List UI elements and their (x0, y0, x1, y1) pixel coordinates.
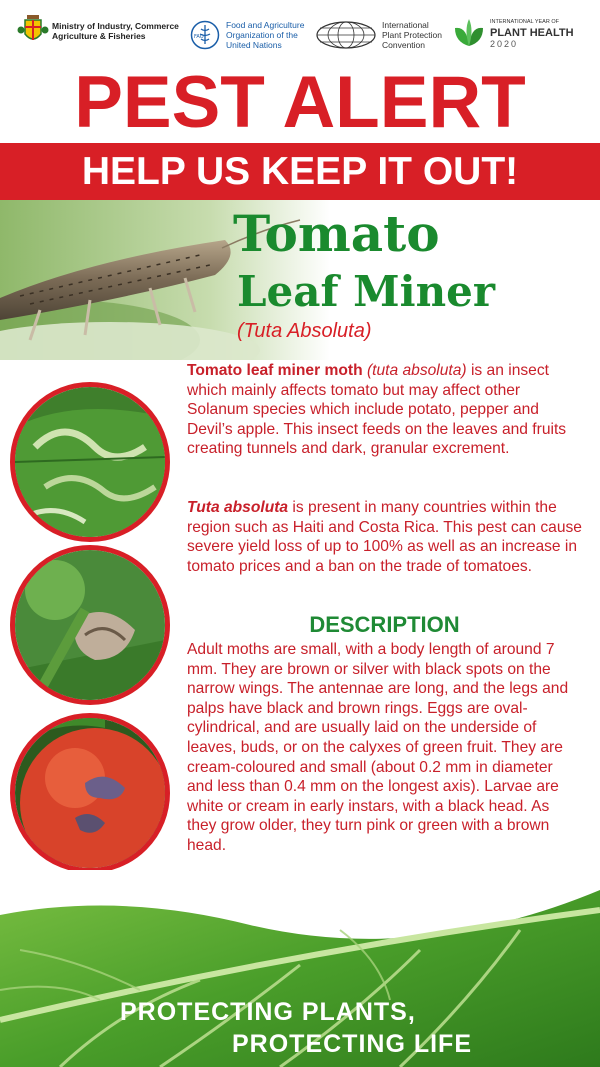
pest-scientific-name: (Tuta Absoluta) (237, 320, 372, 342)
iyph-logo (452, 16, 574, 50)
fao-emblem-icon (190, 20, 220, 50)
iyph-line-2: PLANT HEALTH (490, 26, 574, 39)
description-text: Adult moths are small, with a body length of around 7 mm. They are brown or silver with black spots on the narrow wings. The antennae are long, and the legs and palps have black and brown rings. Eggs are oval-cylindrical, and are usually laid on the underside of leaves, buds, or on the calyxes of green fruit. They are cream-coloured and small (about 0.2 mm in diameter and less than 0.4 mm on the longest axis). Larvae are white or cream in early instars, with a black head. As they grow older, they turn pink or green with a brown head. (187, 641, 569, 854)
fao-line-2: Organization of the (226, 30, 298, 40)
fao-logo (190, 20, 304, 50)
pest-name-line-1: Tomato (233, 204, 440, 263)
ministry-line-2: Agriculture & Fisheries (52, 31, 146, 41)
pest-alert-title: PEST ALERT (74, 62, 526, 143)
ippc-line-1: International (382, 20, 429, 30)
intro-italic: (tuta absoluta) (366, 362, 467, 379)
jamaica-coat-of-arms-icon (16, 14, 50, 48)
fao-line-1: Food and Agriculture (226, 20, 305, 30)
intro-text: is an insect which mainly affects tomato but may affect other Solanum species which include potato, pepper and Devil’s apple. This insect feeds on the leaves and fruits creating tunnels and dark, granular excrement. (187, 362, 567, 458)
intro-2-bold: Tuta absoluta (187, 499, 289, 516)
slogan-line-1: PROTECTING PLANTS, (120, 998, 416, 1026)
logo-bar (0, 0, 600, 62)
keep-it-out-banner: HELP US KEEP IT OUT! (0, 143, 600, 200)
iyph-line-1: INTERNATIONAL YEAR OF (490, 18, 559, 25)
fao-line-3: United Nations (226, 40, 282, 50)
pest-name-line-2: Leaf Miner (237, 267, 495, 316)
ministry-logo (16, 14, 179, 48)
ippc-globe-icon (316, 20, 376, 50)
stem-damage-photo (10, 545, 170, 705)
intro-bold: Tomato leaf miner moth (187, 362, 363, 379)
intro-paragraph-1 (187, 361, 582, 459)
iyph-line-3: 2020 (490, 38, 519, 49)
intro-paragraph-2 (187, 498, 582, 576)
ippc-line-2: Plant Protection (382, 30, 443, 40)
plant-leaf-icon (452, 16, 486, 50)
fruit-damage-photo (10, 713, 170, 873)
description-heading: DESCRIPTION (309, 612, 460, 637)
ippc-line-3: Convention (382, 40, 426, 50)
leaf-damage-photo (10, 382, 170, 542)
slogan-line-2: PROTECTING LIFE (232, 1030, 472, 1058)
intro-2-text: is present in many countries within the region such as Haiti and Costa Rica. This pest can cause severe yield loss of up to 100% as well as an increase in tomato prices and a ban on the trade of tomatoes. (187, 499, 582, 575)
ippc-logo (316, 20, 442, 50)
ministry-line-1: Ministry of Industry, Commerce (52, 21, 179, 31)
fao-mark: FAO (194, 34, 204, 40)
